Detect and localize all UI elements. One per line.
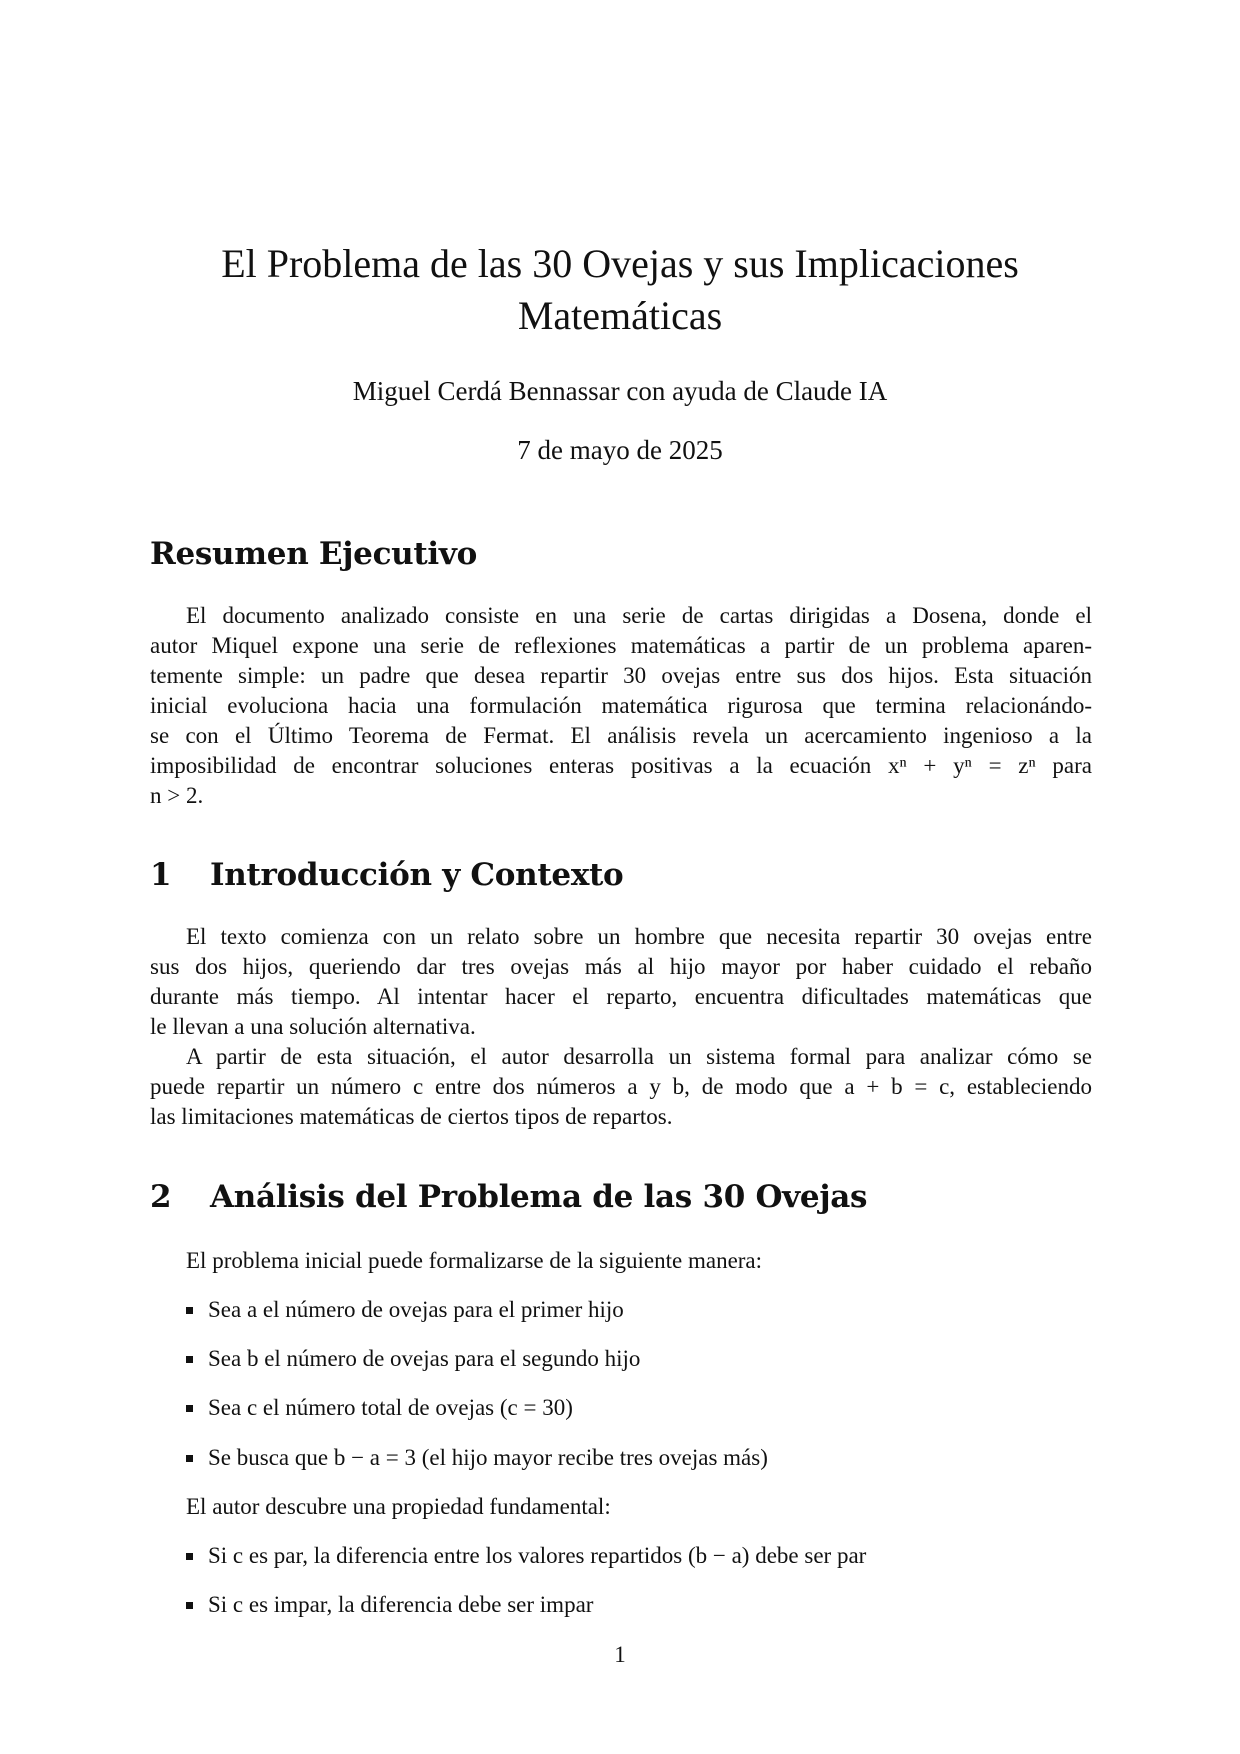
section-1-line: sus dos hijos, queriendo dar tres ovejas más al hijo mayor por haber cuidado el rebaño xyxy=(150,954,1092,979)
summary-line: El documento analizado consiste en una serie de cartas dirigidas a Dosena, donde el xyxy=(186,603,1092,628)
summary-line: imposibilidad de encontrar soluciones enteras positivas a la ecuación xⁿ + yⁿ = zⁿ para xyxy=(150,753,1092,778)
paper-title xyxy=(150,238,1090,342)
list-item-text: Sea a el número de ovejas para el primer hijo xyxy=(208,1297,624,1322)
list-item-text: Se busca que b − a = 3 (el hijo mayor recibe tres ovejas más) xyxy=(208,1445,768,1470)
list-item-text: Sea c el número total de ovejas (c = 30) xyxy=(208,1395,573,1420)
section-1-line: puede repartir un número c entre dos números a y b, de modo que a + b = c, estableciendo xyxy=(150,1074,1092,1099)
bullet-square-icon xyxy=(186,1455,193,1462)
summary-line: inicial evoluciona hacia una formulación matemática rigurosa que termina relacionándo- xyxy=(150,693,1092,718)
summary-heading: Resumen Ejecutivo xyxy=(150,536,477,572)
author-line: Miguel Cerdá Bennassar con ayuda de Claude IA xyxy=(352,376,888,406)
bullet-square-icon xyxy=(186,1553,193,1560)
section-1-line: A partir de esta situación, el autor desarrolla un sistema formal para analizar cómo se xyxy=(186,1044,1092,1069)
bullet-square-icon xyxy=(186,1405,193,1412)
section-1-title: Introducción y Contexto xyxy=(210,857,624,893)
list-item-text: Sea b el número de ovejas para el segundo hijo xyxy=(208,1346,641,1371)
summary-line: autor Miquel expone una serie de reflexiones matemáticas a partir de un problema aparen- xyxy=(150,633,1092,658)
section-2-number: 2 xyxy=(150,1179,172,1215)
section-1-heading xyxy=(150,855,623,895)
summary-line: n > 2. xyxy=(150,783,204,808)
summary-line: se con el Último Teorema de Fermat. El análisis revela un acercamiento ingenioso a la xyxy=(150,723,1092,748)
section-1-line: El texto comienza con un relato sobre un hombre que necesita repartir 30 ovejas entre xyxy=(186,924,1092,949)
bullet-square-icon xyxy=(186,1307,193,1314)
section-1-number: 1 xyxy=(150,857,172,893)
section-1-paragraph-2 xyxy=(150,1042,1092,1132)
list-item-text: Si c es impar, la diferencia debe ser impar xyxy=(208,1592,594,1617)
section-2-title: Análisis del Problema de las 30 Ovejas xyxy=(210,1179,868,1215)
property-intro: El autor descubre una propiedad fundamental: xyxy=(186,1494,611,1519)
section-1-paragraph-1 xyxy=(150,922,1092,1042)
date-line: 7 de mayo de 2025 xyxy=(517,435,723,465)
summary-paragraph xyxy=(150,601,1092,811)
summary-line: temente simple: un padre que desea repartir 30 ovejas entre sus dos hijos. Esta situación xyxy=(150,663,1092,688)
section-1-line: las limitaciones matemáticas de ciertos tipos de repartos. xyxy=(150,1104,673,1129)
list-item-text: Si c es par, la diferencia entre los valores repartidos (b − a) debe ser par xyxy=(208,1543,867,1568)
section-2-heading xyxy=(150,1177,867,1217)
page-number: 1 xyxy=(614,1642,626,1667)
bullet-square-icon xyxy=(186,1356,193,1363)
bullet-square-icon xyxy=(186,1602,193,1609)
section-1-line: durante más tiempo. Al intentar hacer el reparto, encuentra dificultades matemáticas que xyxy=(150,984,1092,1009)
title-line-2: Matemáticas xyxy=(517,293,723,338)
section-1-line: le llevan a una solución alternativa. xyxy=(150,1014,476,1039)
section-2-intro: El problema inicial puede formalizarse de la siguiente manera: xyxy=(186,1248,763,1273)
title-line-1: El Problema de las 30 Ovejas y sus Implicaciones xyxy=(221,241,1019,286)
